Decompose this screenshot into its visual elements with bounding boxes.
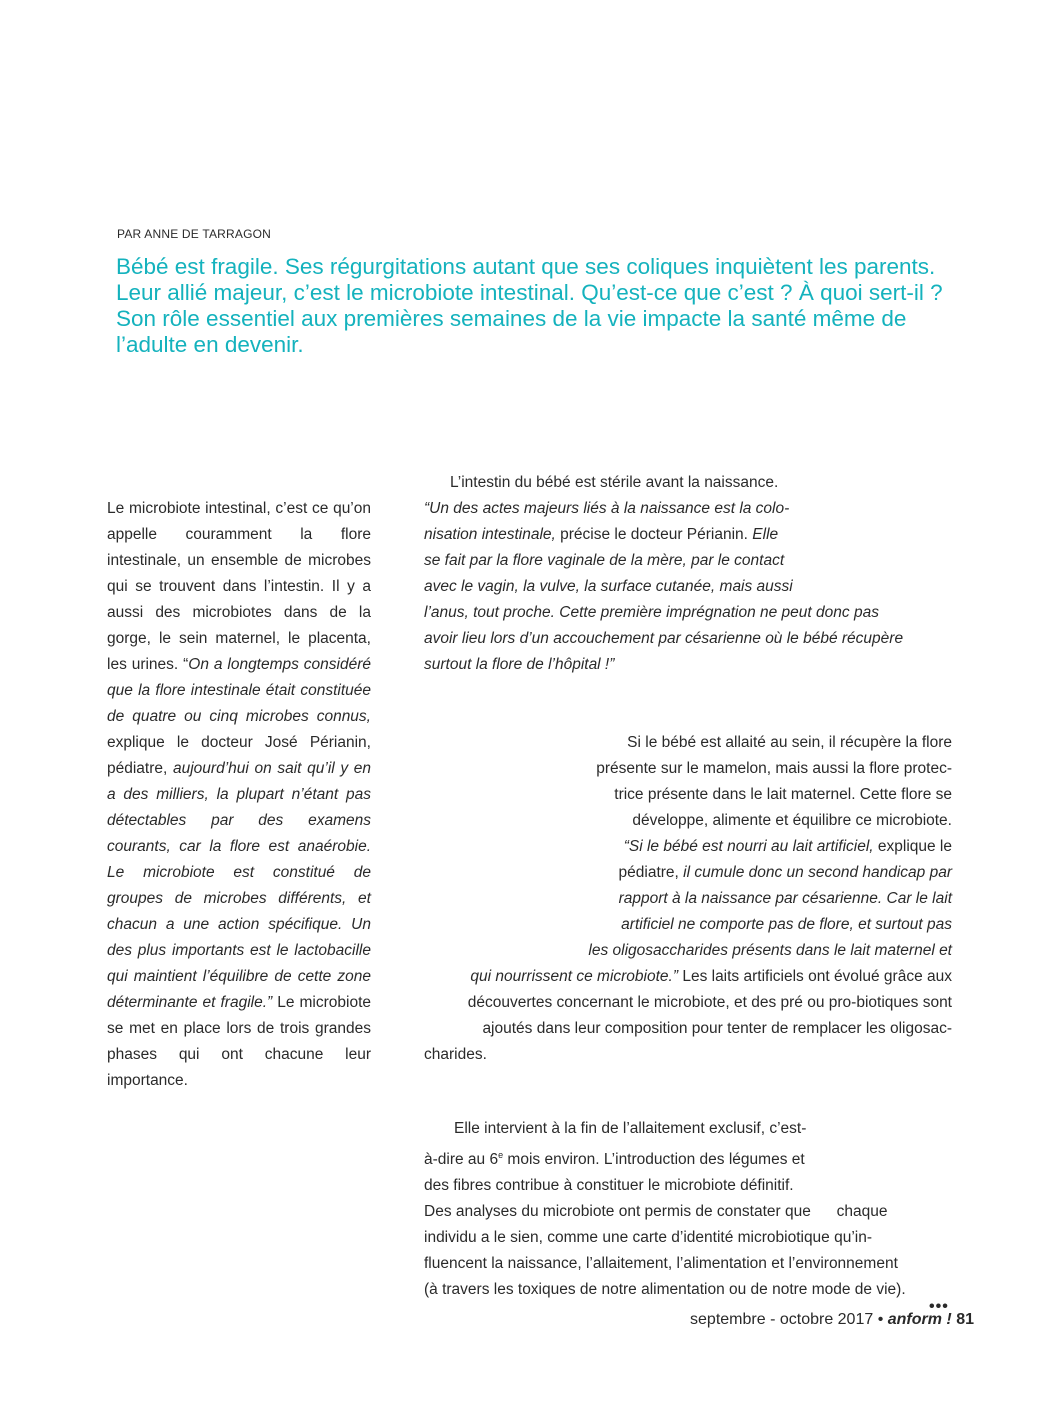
text-line: rapport à la naissance par césarienne. Car le lait [618,890,952,907]
text-run: Le microbiote se met en place lors de trois grandes phases qui ont chacune leur importance. [107,994,371,1089]
text-line: Des analyses du microbiote ont permis de constater que chaque [424,1203,888,1221]
text-run: explique le docteur José Périanin, pédiatre, [107,734,371,777]
text-line: trice présente dans le lait maternel. Cette flore se [614,786,952,803]
left-column [107,496,371,1094]
quote-run: Elle [752,526,779,543]
text-run: à-dire au 6 [424,1151,499,1169]
quote-run: il cumule donc un second handicap par [683,864,952,881]
page-number: 81 [951,1311,974,1328]
page-footer [0,1311,974,1329]
text-line: ajoutés dans leur composition pour tenter de remplacer les oligosac- [482,1020,952,1037]
text-run: explique le [873,838,952,855]
magazine-name: anform ! [887,1311,952,1328]
text-line: se fait par la flore vaginale de la mère, par le contact [424,552,785,569]
text-run: Le microbiote intestinal, c’est ce qu’on appelle couramment la flore intestinale, un ensemble de microbes qui se trouvent dans l’intestin. Il y a aussi des microbiotes dans de la gorge, le sein maternel, le placenta, les urines. “ [107,500,371,673]
text-run: précise le docteur Périanin. [555,526,753,543]
text-line: fluencent la naissance, l’allaitement, l’alimentation et l’environnement [424,1255,898,1273]
superscript: e [498,1150,504,1160]
text-line: avec le vagin, la vulve, la surface cutanée, mais aussi [424,578,793,595]
text-line: avoir lieu lors d’un accouchement par césarienne où le bébé récupère [424,630,904,647]
text-line [424,964,952,990]
text-run: mois environ. L’introduction des légumes et [503,1151,805,1169]
lead-paragraph: Bébé est fragile. Ses régurgitations autant que ses coliques inquiètent les parents. Leur allié majeur, c’est le microbiote intestinal. Qu’est-ce que c’est ? À quoi sert-il ? Son rôle essentiel aux premières semaines de la vie impacte la santé même de l’adulte en devenir. [116,254,943,357]
text-line: “Un des actes majeurs liés à la naissance est la colo- [424,500,790,517]
quote-run: aujourd’hui on sait qu’il y en a des milliers, la plupart n’étant pas détectables par des examens courants, car la flore est anaérobie. Le microbiote est constitué de groupes de microbes différents, et chacun a une action spécifique. Un des plus importants est le lactobacille qui maintient l’équilibre de cette zone déterminante et fragile.” [107,760,371,1011]
paragraph-breastfeeding [424,730,952,1068]
text-line: charides. [424,1046,487,1063]
text-line: individu a le sien, comme une carte d’identité microbiotique qu’in- [424,1229,873,1247]
text-line: L’intestin du bébé est stérile avant la naissance. [450,474,779,491]
paragraph-weaning [424,1116,952,1303]
quote-run: nisation intestinale, [424,526,556,543]
left-column-paragraph [107,496,371,1094]
text-line: Elle intervient à la fin de l’allaitement exclusif, c’est- [454,1120,807,1137]
text-line [424,860,952,886]
text-line: les oligosaccharides présents dans le lait maternel et [588,942,952,959]
issue-date: septembre - octobre 2017 • [690,1311,888,1328]
text-line: (à travers les toxiques de notre alimentation ou de notre mode de vie). [424,1281,906,1299]
text-run: pédiatre, [618,864,684,881]
text-line: découvertes concernant le microbiote, et des pré ou pro-biotiques sont [467,994,952,1011]
continue-marker: ••• [929,1298,949,1315]
text-line: artificiel ne comporte pas de flore, et surtout pas [621,916,952,933]
text-line: Si le bébé est allaité au sein, il récupère la flore [627,734,952,751]
text-line: l’anus, tout proche. Cette première imprégnation ne peut donc pas [424,604,879,621]
paragraph-birth [424,470,952,678]
text-line: des fibres contribue à constituer le microbiote définitif. [424,1177,794,1195]
text-line: présente sur le mamelon, mais aussi la flore protec- [596,760,952,777]
text-line [424,834,952,860]
quote-run: qui nourrissent ce microbiote.” [470,968,679,985]
byline: PAR ANNE DE TARRAGON [117,227,272,241]
text-line: surtout la flore de l’hôpital !” [424,656,615,673]
text-line: développe, alimente et équilibre ce microbiote. [632,812,952,829]
quote-run: “Si le bébé est nourri au lait artificiel, [623,838,874,855]
text-run: Les laits artificiels ont évolué grâce aux [678,968,952,985]
quote-run: On a longtemps considéré que la flore intestinale était constituée de quatre ou cinq microbes connus, [107,656,371,725]
text-line [424,1142,952,1173]
text-line [424,522,952,548]
